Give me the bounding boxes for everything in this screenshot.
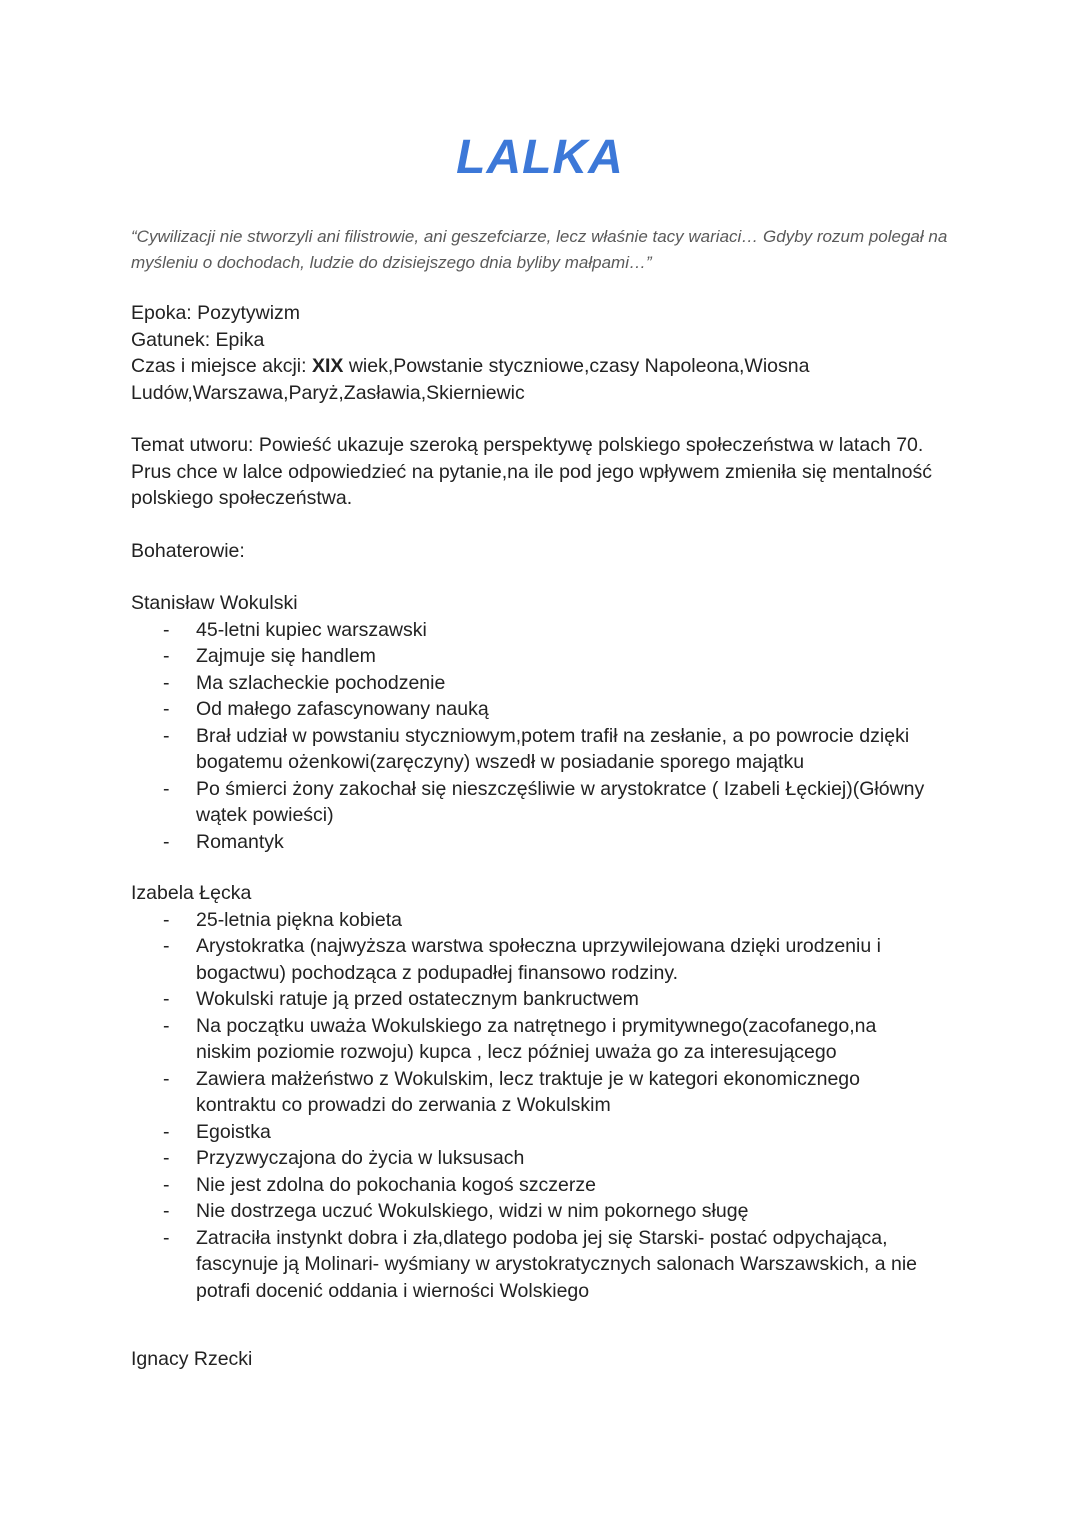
list-item: - Przyzwyczajona do życia w luksusach bbox=[131, 1145, 931, 1172]
list-item: - Ma szlacheckie pochodzenie bbox=[131, 670, 931, 697]
list-item: - Nie dostrzega uczuć Wokulskiego, widzi w nim pokornego sługę bbox=[131, 1198, 931, 1225]
list-item: - Zajmuje się handlem bbox=[131, 643, 931, 670]
epigraph-quote: “Cywilizacji nie stworzyli ani filistrowie, ani geszefciarze, lecz właśnie tacy wariaci… Gdyby rozum polegał na myśleniu o dochodach, ludzie do dzisiejszego dnia byliby małpami…” bbox=[131, 227, 948, 272]
century-bold: XIX bbox=[311, 355, 344, 377]
character-name: Ignacy Rzecki bbox=[131, 1348, 253, 1370]
list-item: - Zawiera małżeństwo z Wokulskim, lecz traktuje je w kategori ekonomicznego kontraktu co prowadzi do zerwania z Wokulskim bbox=[131, 1066, 931, 1119]
list-item: - 25-letnia piękna kobieta bbox=[131, 907, 931, 934]
character-section-rzecki bbox=[131, 1346, 961, 1373]
list-item: - Po śmierci żony zakochał się nieszczęśliwie w arystokratce ( Izabeli Łęckiej)(Główny wątek powieści) bbox=[131, 776, 931, 829]
work-info bbox=[131, 300, 961, 406]
list-item: - Egoistka bbox=[131, 1119, 931, 1146]
list-item: - Zatraciła instynkt dobra i zła,dlatego podoba jej się Starski- postać odpychająca, fascynuje ją Molinari- wyśmiany w arystokratycznych salonach Warszawskich, a nie potrafi docenić oddania i wierności Wolskiego bbox=[131, 1225, 931, 1305]
document-title: LALKA bbox=[456, 131, 624, 184]
list-item: - Brał udział w powstaniu styczniowym,potem trafił na zesłanie, a po powrocie dzięki bogatemu ożenkowi(zaręczyny) wszedł w posiadanie sporego majątku bbox=[131, 723, 931, 776]
list-item: - Romantyk bbox=[131, 829, 931, 856]
character-name: Izabela Łęcka bbox=[131, 882, 252, 904]
trait-list bbox=[131, 907, 931, 1305]
character-section-lecka bbox=[131, 880, 961, 1304]
list-item: - Wokulski ratuje ją przed ostatecznym bankructwem bbox=[131, 986, 931, 1013]
character-section-wokulski bbox=[131, 590, 961, 855]
time-place-label: Czas i miejsce akcji: bbox=[131, 355, 312, 377]
time-place-value: wiek,Powstanie styczniowe,czasy Napoleona,Wiosna Ludów,Warszawa,Paryż,Zasławia,Skierniewic bbox=[131, 355, 810, 404]
epoch-line: Epoka: Pozytywizm bbox=[131, 302, 301, 324]
character-name: Stanisław Wokulski bbox=[131, 592, 298, 614]
characters-heading: Bohaterowie: bbox=[131, 540, 245, 562]
list-item: - Nie jest zdolna do pokochania kogoś szczerze bbox=[131, 1172, 931, 1199]
list-item: - Na początku uważa Wokulskiego za natrętnego i prymitywnego(zacofanego,na niskim poziomie rozwoju) kupca , lecz później uważa go za interesującego bbox=[131, 1013, 931, 1066]
list-item: - Od małego zafascynowany nauką bbox=[131, 696, 931, 723]
time-place-line bbox=[131, 353, 831, 406]
trait-list bbox=[131, 617, 931, 856]
genre-line: Gatunek: Epika bbox=[131, 328, 265, 351]
theme-paragraph: Temat utworu: Powieść ukazuje szeroką perspektywę polskiego społeczeństwa w latach 70. Prus chce w lalce odpowiedzieć na pytanie,na ile pod jego wpływem zmieniła się mentalność polskiego społeczeństwa. bbox=[131, 434, 933, 509]
list-item: - 45-letni kupiec warszawski bbox=[131, 617, 931, 644]
list-item: - Arystokratka (najwyższa warstwa społeczna uprzywilejowana dzięki urodzeniu i bogactwu) pochodząca z podupadłej finansowo rodziny. bbox=[131, 933, 931, 986]
